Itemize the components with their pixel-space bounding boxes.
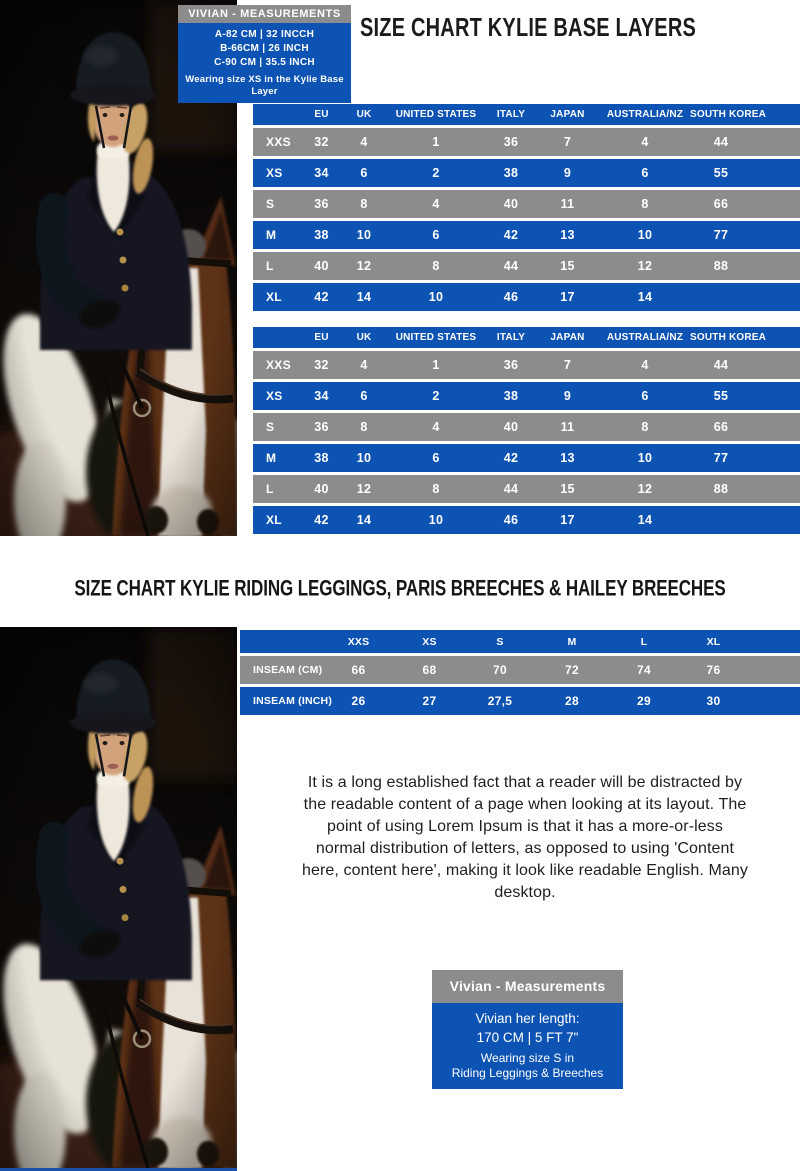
size-cell: 42 — [487, 444, 535, 472]
size-cell: 42 — [300, 283, 343, 311]
size-cell: 34 — [300, 159, 343, 187]
row-label: XXS — [253, 128, 300, 156]
size-cell: 8 — [385, 475, 487, 503]
size-row-inseam-cm — [240, 656, 800, 684]
size-cell: 7 — [535, 128, 600, 156]
size-cell: 38 — [487, 159, 535, 187]
size-cell: 9 — [535, 382, 600, 410]
size-cell: 10 — [343, 444, 385, 472]
size-cell: 44 — [487, 252, 535, 280]
inseam-size-table-grid — [240, 627, 800, 718]
size-cell: 72 — [535, 656, 609, 684]
size-row-xxs — [253, 128, 800, 156]
row-label: L — [253, 475, 300, 503]
col-header-italy: ITALY — [487, 327, 535, 348]
size-cell: 1 — [385, 128, 487, 156]
size-row-xl — [253, 506, 800, 534]
row-label: S — [253, 190, 300, 218]
size-cell: 6 — [385, 221, 487, 249]
base-layer-size-table-1-grid — [253, 101, 800, 314]
model-measurements-card-top — [178, 5, 351, 103]
size-cell: 14 — [600, 506, 690, 534]
col-header-l: L — [609, 630, 679, 653]
size-cell: 36 — [487, 351, 535, 379]
wearing-size-note: Wearing size XS in the Kylie Base Layer — [185, 74, 344, 97]
col-header-australia-nz: AUSTRALIA/NZ — [600, 104, 690, 125]
size-row-m — [253, 444, 800, 472]
size-cell: 44 — [690, 128, 800, 156]
row-label: XL — [253, 283, 300, 311]
model-measurements-card-bottom — [432, 970, 623, 1089]
col-header-australia-nz: AUSTRALIA/NZ — [600, 327, 690, 348]
size-cell: 42 — [487, 221, 535, 249]
col-header-s: S — [465, 630, 535, 653]
row-label: XL — [253, 506, 300, 534]
size-cell: 68 — [394, 656, 465, 684]
measurement-line-b: B-66CM | 26 INCH — [220, 43, 309, 54]
size-cell: 12 — [600, 475, 690, 503]
measurement-line-a: A-82 CM | 32 INCCH — [214, 29, 315, 40]
horse-rider-illustration — [0, 627, 237, 1168]
size-cell: 4 — [343, 128, 385, 156]
size-cell: 8 — [385, 252, 487, 280]
size-cell: 74 — [609, 656, 679, 684]
size-cell: 55 — [690, 159, 800, 187]
measurement-line-c: C-90 CM | 35.5 INCH — [214, 57, 315, 68]
size-cell: 17 — [535, 283, 600, 311]
size-cell: 44 — [487, 475, 535, 503]
size-cell: 32 — [300, 351, 343, 379]
table-header-row — [240, 630, 800, 653]
size-cell: 4 — [343, 351, 385, 379]
col-header-south-korea: SOUTH KOREA — [690, 327, 800, 348]
size-cell: 9 — [535, 159, 600, 187]
size-row-xs — [253, 159, 800, 187]
size-cell: 88 — [690, 252, 800, 280]
table-header-row — [253, 104, 800, 125]
size-cell: 30 — [679, 687, 800, 715]
measurements-card-header: Vivian - Measurements — [432, 970, 623, 1003]
size-cell: 38 — [487, 382, 535, 410]
size-cell: 14 — [343, 283, 385, 311]
size-cell: 27 — [394, 687, 465, 715]
size-cell: 88 — [690, 475, 800, 503]
size-cell: 38 — [300, 221, 343, 249]
row-label: M — [253, 444, 300, 472]
size-cell: 8 — [600, 413, 690, 441]
col-header-empty — [253, 104, 300, 125]
size-cell: 4 — [385, 413, 487, 441]
col-header-united-states: UNITED STATES — [385, 327, 487, 348]
size-cell: 10 — [385, 506, 487, 534]
size-cell: 13 — [535, 444, 600, 472]
leggings-breeches-title: SIZE CHART KYLIE RIDING LEGGINGS, PARIS BREECHES & HAILEY BREECHES — [74, 576, 726, 601]
col-header-japan: JAPAN — [535, 327, 600, 348]
col-header-uk: UK — [343, 104, 385, 125]
size-cell: 76 — [679, 656, 800, 684]
col-header-south-korea: SOUTH KOREA — [690, 104, 800, 125]
size-cell: 2 — [385, 382, 487, 410]
size-cell: 46 — [487, 283, 535, 311]
model-length-value: 170 CM | 5 FT 7" — [476, 1030, 579, 1045]
size-cell: 10 — [385, 283, 487, 311]
size-row-xl — [253, 283, 800, 311]
size-cell: 11 — [535, 413, 600, 441]
inseam-size-table — [240, 627, 800, 718]
size-cell: 42 — [300, 506, 343, 534]
row-label: XS — [253, 159, 300, 187]
row-label: S — [253, 413, 300, 441]
size-cell: 27,5 — [465, 687, 535, 715]
size-cell: 10 — [600, 221, 690, 249]
model-length-label: Vivian her length: — [475, 1011, 580, 1026]
size-cell: 70 — [465, 656, 535, 684]
size-cell: 6 — [600, 159, 690, 187]
col-header-xs: XS — [394, 630, 465, 653]
size-cell: 28 — [535, 687, 609, 715]
size-row-inseam-inch — [240, 687, 800, 715]
row-label: XS — [253, 382, 300, 410]
size-cell: 4 — [600, 351, 690, 379]
row-label: M — [253, 221, 300, 249]
size-cell: 11 — [535, 190, 600, 218]
size-cell: 66 — [690, 413, 800, 441]
size-row-l — [253, 252, 800, 280]
size-cell: 12 — [343, 252, 385, 280]
size-cell: 66 — [690, 190, 800, 218]
size-row-xxs — [253, 351, 800, 379]
description-paragraph: It is a long established fact that a reader will be distracted by the readable content of a page when looking at its layout. The point of using Lorem Ipsum is that it has a more-or-less normal distribution of letters, as opposed to using 'Content here, content here', making it look like readable English. Many desktop. — [301, 774, 749, 901]
size-cell: 10 — [600, 444, 690, 472]
size-cell: 29 — [609, 687, 679, 715]
size-cell: 6 — [343, 382, 385, 410]
size-cell: 15 — [535, 252, 600, 280]
measurements-card-header: VIVIAN - MEASUREMENTS — [178, 5, 351, 23]
base-layers-title: SIZE CHART KYLIE BASE LAYERS — [360, 14, 697, 43]
row-label: XXS — [253, 351, 300, 379]
size-cell: 12 — [600, 252, 690, 280]
base-layer-size-table-1 — [253, 101, 800, 314]
wearing-size-note-line2: Riding Leggings & Breeches — [451, 1066, 604, 1080]
size-cell: 10 — [343, 221, 385, 249]
size-cell: 36 — [300, 190, 343, 218]
size-cell: 15 — [535, 475, 600, 503]
col-header-xxs: XXS — [323, 630, 394, 653]
size-cell: 32 — [300, 128, 343, 156]
size-cell: 14 — [343, 506, 385, 534]
size-cell: 40 — [487, 190, 535, 218]
table-header-row — [253, 327, 800, 348]
col-header-empty — [253, 327, 300, 348]
size-cell: 8 — [343, 413, 385, 441]
size-cell: 40 — [300, 252, 343, 280]
size-cell: 55 — [690, 382, 800, 410]
size-cell: 36 — [487, 128, 535, 156]
size-cell: 34 — [300, 382, 343, 410]
row-label: INSEAM (CM) — [240, 656, 323, 684]
size-cell: 17 — [535, 506, 600, 534]
size-row-l — [253, 475, 800, 503]
size-cell: 13 — [535, 221, 600, 249]
size-cell: 12 — [343, 475, 385, 503]
size-cell: 40 — [300, 475, 343, 503]
col-header-italy: ITALY — [487, 104, 535, 125]
size-cell: 46 — [487, 506, 535, 534]
size-cell: 66 — [323, 656, 394, 684]
size-row-s — [253, 413, 800, 441]
size-row-m — [253, 221, 800, 249]
row-label: INSEAM (INCH) — [240, 687, 323, 715]
size-cell: 44 — [690, 351, 800, 379]
size-cell: 8 — [600, 190, 690, 218]
col-header-eu: EU — [300, 327, 343, 348]
measurements-card-body — [178, 23, 351, 103]
col-header-xl: XL — [679, 630, 800, 653]
size-cell: 8 — [343, 190, 385, 218]
size-cell — [690, 506, 800, 534]
size-cell: 26 — [323, 687, 394, 715]
base-layer-size-table-2 — [253, 324, 800, 537]
size-row-s — [253, 190, 800, 218]
col-header-empty — [240, 630, 323, 653]
col-header-japan: JAPAN — [535, 104, 600, 125]
size-cell: 1 — [385, 351, 487, 379]
base-layer-size-table-2-grid — [253, 324, 800, 537]
size-cell: 4 — [385, 190, 487, 218]
size-cell: 6 — [343, 159, 385, 187]
measurements-card-body — [432, 1003, 623, 1089]
size-cell: 7 — [535, 351, 600, 379]
size-cell: 36 — [300, 413, 343, 441]
row-label: L — [253, 252, 300, 280]
size-cell: 77 — [690, 444, 800, 472]
size-cell: 14 — [600, 283, 690, 311]
size-cell — [690, 283, 800, 311]
col-header-uk: UK — [343, 327, 385, 348]
size-cell: 38 — [300, 444, 343, 472]
model-photo-bottom — [0, 627, 237, 1168]
size-cell: 4 — [600, 128, 690, 156]
wearing-size-note-line1: Wearing size S in — [480, 1051, 575, 1065]
size-row-xs — [253, 382, 800, 410]
size-cell: 77 — [690, 221, 800, 249]
size-cell: 2 — [385, 159, 487, 187]
col-header-united-states: UNITED STATES — [385, 104, 487, 125]
col-header-m: M — [535, 630, 609, 653]
size-cell: 6 — [600, 382, 690, 410]
col-header-eu: EU — [300, 104, 343, 125]
size-cell: 6 — [385, 444, 487, 472]
size-cell: 40 — [487, 413, 535, 441]
